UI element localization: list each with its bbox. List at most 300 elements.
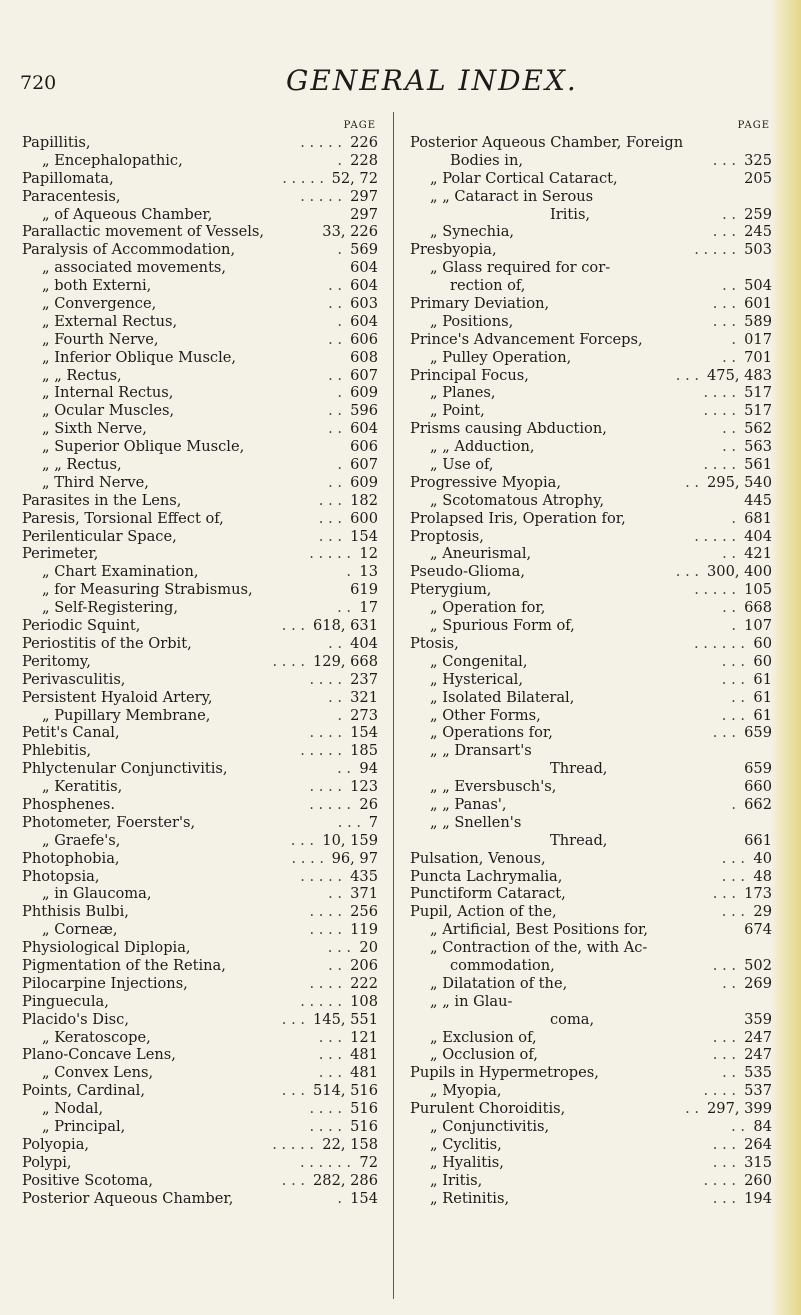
leader-dots: . . . bbox=[712, 956, 736, 974]
page-reference: 435 bbox=[350, 867, 378, 885]
index-entry bbox=[22, 1029, 378, 1047]
page-reference: 537 bbox=[744, 1082, 772, 1100]
entry-term: Pupils in Hypermetropes, bbox=[410, 1064, 599, 1082]
entry-term: „ Corneæ, bbox=[42, 921, 118, 939]
entry-term: Progressive Myopia, bbox=[410, 473, 562, 491]
leader-dots: . . . bbox=[281, 617, 305, 635]
page-reference: 12 bbox=[359, 545, 378, 563]
page-reference: 26 bbox=[359, 795, 378, 813]
page-reference: 228 bbox=[350, 151, 378, 169]
index-entry bbox=[410, 402, 772, 420]
leader-dots: . . . bbox=[318, 509, 342, 527]
page-reference: 121 bbox=[350, 1028, 378, 1046]
index-entry bbox=[22, 778, 378, 796]
index-entry bbox=[22, 170, 378, 188]
index-entry bbox=[410, 635, 772, 653]
entry-term: Prince's Advancement Forceps, bbox=[410, 330, 643, 348]
index-entry bbox=[410, 223, 772, 241]
entry-term: „ associated movements, bbox=[42, 259, 227, 277]
entry-term: Perivasculitis, bbox=[22, 670, 126, 688]
index-entry bbox=[22, 402, 378, 420]
page-reference: 48 bbox=[753, 867, 772, 885]
index-entry bbox=[22, 349, 378, 367]
leader-dots: . . . bbox=[281, 1171, 305, 1189]
index-entry bbox=[22, 313, 378, 331]
page-reference: 607 bbox=[350, 456, 378, 474]
entry-term: Phlebitis, bbox=[22, 742, 92, 760]
index-entry bbox=[410, 420, 772, 438]
page-reference: 260 bbox=[744, 1171, 772, 1189]
leader-dots: . . . bbox=[712, 1046, 736, 1064]
leader-dots: . . bbox=[685, 473, 699, 491]
leader-dots: . . . . . bbox=[694, 527, 736, 545]
index-column-left bbox=[22, 118, 378, 1207]
index-entry bbox=[22, 1082, 378, 1100]
index-entry bbox=[410, 1172, 772, 1190]
leader-dots: . bbox=[337, 151, 342, 169]
page-reference: 661 bbox=[744, 831, 772, 849]
page-reference: 256 bbox=[350, 903, 378, 921]
entry-term: „ „ Eversbusch's, bbox=[430, 778, 557, 796]
index-entry bbox=[410, 1154, 772, 1172]
index-entry bbox=[22, 492, 378, 510]
entry-term: Iritis, bbox=[550, 205, 591, 223]
index-entry bbox=[410, 331, 772, 349]
entry-term: „ „ Snellen's bbox=[430, 813, 522, 831]
entry-term: Parasites in the Lens, bbox=[22, 491, 182, 509]
entry-term: „ Superior Oblique Muscle, bbox=[42, 438, 245, 456]
entry-term: „ Use of, bbox=[430, 456, 494, 474]
index-entry bbox=[410, 277, 772, 295]
leader-dots: . . . . bbox=[309, 670, 342, 688]
entry-term: „ Planes, bbox=[430, 384, 496, 402]
entry-term: „ Artificial, Best Positions for, bbox=[430, 921, 649, 939]
leader-dots: . . bbox=[722, 438, 736, 456]
leader-dots: . . . . . bbox=[300, 992, 342, 1010]
leader-dots: . . . . bbox=[309, 903, 342, 921]
leader-dots: . . . . bbox=[703, 384, 736, 402]
index-entry bbox=[410, 510, 772, 528]
entry-term: Primary Deviation, bbox=[410, 295, 550, 313]
page-reference: 445 bbox=[744, 491, 772, 509]
page-reference: 619 bbox=[350, 581, 378, 599]
entry-term: Pupil, Action of the, bbox=[410, 903, 557, 921]
entry-term: „ of Aqueous Chamber, bbox=[42, 205, 213, 223]
leader-dots: . . . bbox=[721, 670, 745, 688]
index-entry bbox=[22, 975, 378, 993]
leader-dots: . . bbox=[722, 420, 736, 438]
page-reference: 674 bbox=[744, 921, 772, 939]
index-entry bbox=[410, 850, 772, 868]
entry-term: „ Encephalopathic, bbox=[42, 151, 183, 169]
page-reference: 60 bbox=[753, 634, 772, 652]
entry-term: „ Occlusion of, bbox=[430, 1046, 538, 1064]
page-reference: 562 bbox=[744, 420, 772, 438]
index-entry bbox=[22, 1136, 378, 1154]
entry-term: „ „ Rectus, bbox=[42, 456, 122, 474]
leader-dots: . . . bbox=[712, 885, 736, 903]
leader-dots: . . bbox=[337, 599, 351, 617]
index-entry bbox=[410, 617, 772, 635]
page-reference: 259 bbox=[744, 205, 772, 223]
index-entry bbox=[22, 707, 378, 725]
leader-dots: . . . bbox=[712, 1189, 736, 1207]
entry-term: „ Operations for, bbox=[430, 724, 553, 742]
column-rule bbox=[393, 112, 394, 1299]
leader-dots: . bbox=[337, 241, 342, 259]
leader-dots: . . . bbox=[712, 1028, 736, 1046]
index-entry bbox=[410, 653, 772, 671]
index-entry bbox=[22, 1118, 378, 1136]
page-reference: 40 bbox=[753, 849, 772, 867]
index-entry bbox=[410, 152, 772, 170]
page-reference: 145, 551 bbox=[313, 1010, 378, 1028]
entry-term: Papillitis, bbox=[22, 134, 91, 151]
page-reference: 596 bbox=[350, 402, 378, 420]
entry-term: Phlyctenular Conjunctivitis, bbox=[22, 760, 228, 778]
page-reference: 660 bbox=[744, 778, 772, 796]
index-entry bbox=[22, 259, 378, 277]
leader-dots: . . bbox=[722, 545, 736, 563]
page-reference: 604 bbox=[350, 277, 378, 295]
index-entry bbox=[22, 384, 378, 402]
page-reference: 421 bbox=[744, 545, 772, 563]
column-heading: PAGE bbox=[737, 120, 770, 131]
index-entry bbox=[410, 778, 772, 796]
page-reference: 123 bbox=[350, 778, 378, 796]
index-entry bbox=[22, 993, 378, 1011]
entry-term: „ Iritis, bbox=[430, 1171, 483, 1189]
leader-dots: . . . . . bbox=[282, 169, 324, 187]
index-entry bbox=[22, 1100, 378, 1118]
leader-dots: . . . . . bbox=[300, 867, 342, 885]
index-entry bbox=[22, 850, 378, 868]
leader-dots: . bbox=[337, 706, 342, 724]
leader-dots: . . bbox=[731, 688, 745, 706]
page-reference: 154 bbox=[350, 1189, 378, 1207]
leader-dots: . bbox=[337, 384, 342, 402]
index-entry bbox=[22, 367, 378, 385]
leader-dots: . bbox=[731, 617, 736, 635]
entry-term: „ Inferior Oblique Muscle, bbox=[42, 348, 237, 366]
index-entry bbox=[22, 331, 378, 349]
entry-term: Points, Cardinal, bbox=[22, 1082, 145, 1100]
leader-dots: . bbox=[337, 312, 342, 330]
index-entry bbox=[22, 653, 378, 671]
index-entry bbox=[410, 134, 772, 152]
index-entry bbox=[22, 206, 378, 224]
index-column-right bbox=[410, 118, 772, 1207]
entry-term: Plano-Concave Lens, bbox=[22, 1046, 176, 1064]
leader-dots: . . bbox=[722, 599, 736, 617]
entry-term: „ Principal, bbox=[42, 1117, 126, 1135]
page-reference: 13 bbox=[359, 563, 378, 581]
index-entry bbox=[410, 832, 772, 850]
page-reference: 297 bbox=[350, 187, 378, 205]
page-reference: 503 bbox=[744, 241, 772, 259]
page-reference: 404 bbox=[350, 634, 378, 652]
leader-dots: . . . . bbox=[309, 921, 342, 939]
entry-term: Perimeter, bbox=[22, 545, 99, 563]
entry-term: „ Cyclitis, bbox=[430, 1135, 502, 1153]
page-reference: 33, 226 bbox=[322, 223, 378, 241]
page-edge bbox=[771, 0, 801, 1315]
page-reference: 321 bbox=[350, 688, 378, 706]
page-reference: 604 bbox=[350, 420, 378, 438]
leader-dots: . . bbox=[328, 366, 342, 384]
page-reference: 129, 668 bbox=[313, 652, 378, 670]
page-reference: 300, 400 bbox=[707, 563, 772, 581]
leader-dots: . . . . bbox=[309, 974, 342, 992]
page-reference: 589 bbox=[744, 312, 772, 330]
page-reference: 297 bbox=[350, 205, 378, 223]
page-reference: 604 bbox=[350, 259, 378, 277]
index-entry bbox=[410, 742, 772, 760]
leader-dots: . . . . bbox=[272, 652, 305, 670]
page-reference: 20 bbox=[359, 939, 378, 957]
leader-dots: . . . . bbox=[291, 849, 324, 867]
index-entry bbox=[22, 510, 378, 528]
index-entry bbox=[410, 456, 772, 474]
entry-term: Purulent Choroiditis, bbox=[410, 1100, 566, 1118]
index-entry bbox=[22, 277, 378, 295]
index-entry bbox=[410, 170, 772, 188]
index-entry bbox=[22, 581, 378, 599]
index-entry bbox=[22, 563, 378, 581]
index-entry bbox=[22, 760, 378, 778]
page-reference: 84 bbox=[753, 1117, 772, 1135]
entry-term: rection of, bbox=[450, 277, 526, 295]
page-reference: 681 bbox=[744, 509, 772, 527]
entry-term: „ „ Dransart's bbox=[430, 742, 532, 760]
index-entry bbox=[22, 456, 378, 474]
entry-term: „ Nodal, bbox=[42, 1100, 104, 1118]
index-entry bbox=[22, 1172, 378, 1190]
leader-dots: . bbox=[337, 456, 342, 474]
entry-term: „ Chart Examination, bbox=[42, 563, 199, 581]
index-entry bbox=[22, 223, 378, 241]
entry-term: Puncta Lachrymalia, bbox=[410, 867, 563, 885]
leader-dots: . . . . bbox=[309, 724, 342, 742]
index-entry bbox=[22, 420, 378, 438]
entry-term: „ Keratoscope, bbox=[42, 1028, 151, 1046]
index-entry bbox=[22, 921, 378, 939]
entry-term: „ Positions, bbox=[430, 312, 514, 330]
leader-dots: . . bbox=[328, 330, 342, 348]
entry-term: „ „ in Glau- bbox=[430, 992, 513, 1010]
leader-dots: . . . bbox=[712, 312, 736, 330]
page-reference: 668 bbox=[744, 599, 772, 617]
index-entry bbox=[22, 796, 378, 814]
index-entry bbox=[22, 868, 378, 886]
page-reference: 154 bbox=[350, 527, 378, 545]
entry-term: Placido's Disc, bbox=[22, 1010, 129, 1028]
index-entry bbox=[410, 474, 772, 492]
leader-dots: . . bbox=[731, 1117, 745, 1135]
entry-term: Petit's Canal, bbox=[22, 724, 120, 742]
leader-dots: . . bbox=[722, 1064, 736, 1082]
leader-dots: . . bbox=[328, 473, 342, 491]
entry-term: „ in Glaucoma, bbox=[42, 885, 152, 903]
entry-term: „ Spurious Form of, bbox=[430, 617, 575, 635]
leader-dots: . . bbox=[328, 885, 342, 903]
entry-term: „ Scotomatous Atrophy, bbox=[430, 491, 605, 509]
leader-dots: . . . bbox=[281, 1082, 305, 1100]
page-reference: 517 bbox=[744, 384, 772, 402]
entry-term: Papillomata, bbox=[22, 169, 114, 187]
leader-dots: . . bbox=[328, 277, 342, 295]
index-entry bbox=[410, 671, 772, 689]
index-entry bbox=[410, 563, 772, 581]
entry-term: Periostitis of the Orbit, bbox=[22, 634, 192, 652]
index-entry bbox=[22, 724, 378, 742]
page-reference: 561 bbox=[744, 456, 772, 474]
page-reference: 282, 286 bbox=[313, 1171, 378, 1189]
entry-term: „ Aneurismal, bbox=[430, 545, 532, 563]
index-entry bbox=[22, 599, 378, 617]
leader-dots: . bbox=[731, 509, 736, 527]
page-reference: 194 bbox=[744, 1189, 772, 1207]
entry-term: Phosphenes. bbox=[22, 795, 116, 813]
entry-term: „ Pulley Operation, bbox=[430, 348, 572, 366]
leader-dots: . . . bbox=[337, 813, 361, 831]
leader-dots: . . bbox=[328, 634, 342, 652]
index-entry bbox=[410, 993, 772, 1011]
index-entry bbox=[410, 599, 772, 617]
index-entry bbox=[22, 528, 378, 546]
index-entry bbox=[22, 742, 378, 760]
leader-dots: . . . bbox=[712, 223, 736, 241]
column-heading: PAGE bbox=[343, 120, 376, 131]
entry-term: „ Glass required for cor- bbox=[430, 259, 611, 277]
page-reference: 264 bbox=[744, 1135, 772, 1153]
entry-term: Pulsation, Venous, bbox=[410, 849, 546, 867]
page-reference: 502 bbox=[744, 956, 772, 974]
index-entry bbox=[22, 1064, 378, 1082]
index-entry bbox=[410, 1029, 772, 1047]
entry-term: „ Fourth Nerve, bbox=[42, 330, 159, 348]
index-entry bbox=[410, 1046, 772, 1064]
leader-dots: . . . . . bbox=[309, 545, 351, 563]
page-reference: 226 bbox=[350, 134, 378, 151]
page-reference: 404 bbox=[744, 527, 772, 545]
page-reference: 72 bbox=[359, 1153, 378, 1171]
page-reference: 659 bbox=[744, 760, 772, 778]
entry-term: „ Keratitis, bbox=[42, 778, 123, 796]
entry-term: „ „ Panas', bbox=[430, 795, 507, 813]
leader-dots: . . . . . bbox=[694, 241, 736, 259]
index-entry bbox=[22, 188, 378, 206]
index-entry bbox=[22, 832, 378, 850]
leader-dots: . . . . . bbox=[300, 134, 342, 151]
leader-dots: . . . bbox=[281, 1010, 305, 1028]
index-entry bbox=[22, 241, 378, 259]
leader-dots: . . . . bbox=[703, 456, 736, 474]
page-reference: 107 bbox=[744, 617, 772, 635]
page-reference: 237 bbox=[350, 670, 378, 688]
entry-term: „ „ Adduction, bbox=[430, 438, 535, 456]
index-entry bbox=[410, 903, 772, 921]
leader-dots: . . bbox=[328, 295, 342, 313]
index-entry bbox=[22, 295, 378, 313]
entry-term: „ Convex Lens, bbox=[42, 1064, 154, 1082]
entry-term: „ „ Cataract in Serous bbox=[430, 187, 594, 205]
entry-term: „ Graefe's, bbox=[42, 831, 121, 849]
leader-dots: . . bbox=[722, 205, 736, 223]
entry-term: „ Internal Rectus, bbox=[42, 384, 174, 402]
index-entry bbox=[22, 814, 378, 832]
index-entry bbox=[22, 134, 378, 152]
leader-dots: . . . . . bbox=[300, 187, 342, 205]
page-reference: 516 bbox=[350, 1100, 378, 1118]
page-reference: 516 bbox=[350, 1117, 378, 1135]
page-reference: 182 bbox=[350, 491, 378, 509]
index-entry bbox=[22, 1046, 378, 1064]
leader-dots: . bbox=[731, 330, 736, 348]
page-reference: 481 bbox=[350, 1064, 378, 1082]
leader-dots: . bbox=[337, 1189, 342, 1207]
page-reference: 185 bbox=[350, 742, 378, 760]
index-entry bbox=[410, 349, 772, 367]
index-entry bbox=[410, 1190, 772, 1208]
leader-dots: . . . . . . bbox=[693, 634, 745, 652]
leader-dots: . . bbox=[722, 974, 736, 992]
page-reference: 325 bbox=[744, 151, 772, 169]
index-entry bbox=[22, 671, 378, 689]
index-entry bbox=[410, 1136, 772, 1154]
entry-term: Pseudo-Glioma, bbox=[410, 563, 525, 581]
page-reference: 662 bbox=[744, 795, 772, 813]
index-entry bbox=[410, 241, 772, 259]
leader-dots: . . . bbox=[721, 652, 745, 670]
leader-dots: . . . bbox=[712, 295, 736, 313]
index-entry bbox=[410, 885, 772, 903]
entry-term: „ Synechia, bbox=[430, 223, 515, 241]
entry-term: Bodies in, bbox=[450, 151, 523, 169]
index-entry bbox=[410, 581, 772, 599]
page-reference: 563 bbox=[744, 438, 772, 456]
leader-dots: . . bbox=[328, 956, 342, 974]
page-reference: 247 bbox=[744, 1028, 772, 1046]
page-reference: 371 bbox=[350, 885, 378, 903]
leader-dots: . . . bbox=[721, 849, 745, 867]
leader-dots: . . . bbox=[675, 563, 699, 581]
entry-term: Prisms causing Abduction, bbox=[410, 420, 607, 438]
index-entry bbox=[22, 1190, 378, 1208]
index-entry bbox=[410, 259, 772, 277]
entry-term: „ Pupillary Membrane, bbox=[42, 706, 211, 724]
index-entry bbox=[22, 635, 378, 653]
index-entry bbox=[22, 957, 378, 975]
leader-dots: . . . bbox=[318, 491, 342, 509]
leader-dots: . . . bbox=[318, 1064, 342, 1082]
page-reference: 569 bbox=[350, 241, 378, 259]
page-reference: 295, 540 bbox=[707, 473, 772, 491]
leader-dots: . . . . bbox=[309, 1117, 342, 1135]
entry-term: Peritomy, bbox=[22, 652, 91, 670]
index-entry bbox=[410, 939, 772, 957]
page-reference: 269 bbox=[744, 974, 772, 992]
entry-term: Persistent Hyaloid Artery, bbox=[22, 688, 213, 706]
page-reference: 701 bbox=[744, 348, 772, 366]
index-entry bbox=[22, 1011, 378, 1029]
index-entry bbox=[410, 760, 772, 778]
index-entry bbox=[410, 384, 772, 402]
entry-term: „ Third Nerve, bbox=[42, 473, 149, 491]
entry-term: Periodic Squint, bbox=[22, 617, 141, 635]
leader-dots: . . bbox=[328, 688, 342, 706]
index-entry bbox=[410, 492, 772, 510]
